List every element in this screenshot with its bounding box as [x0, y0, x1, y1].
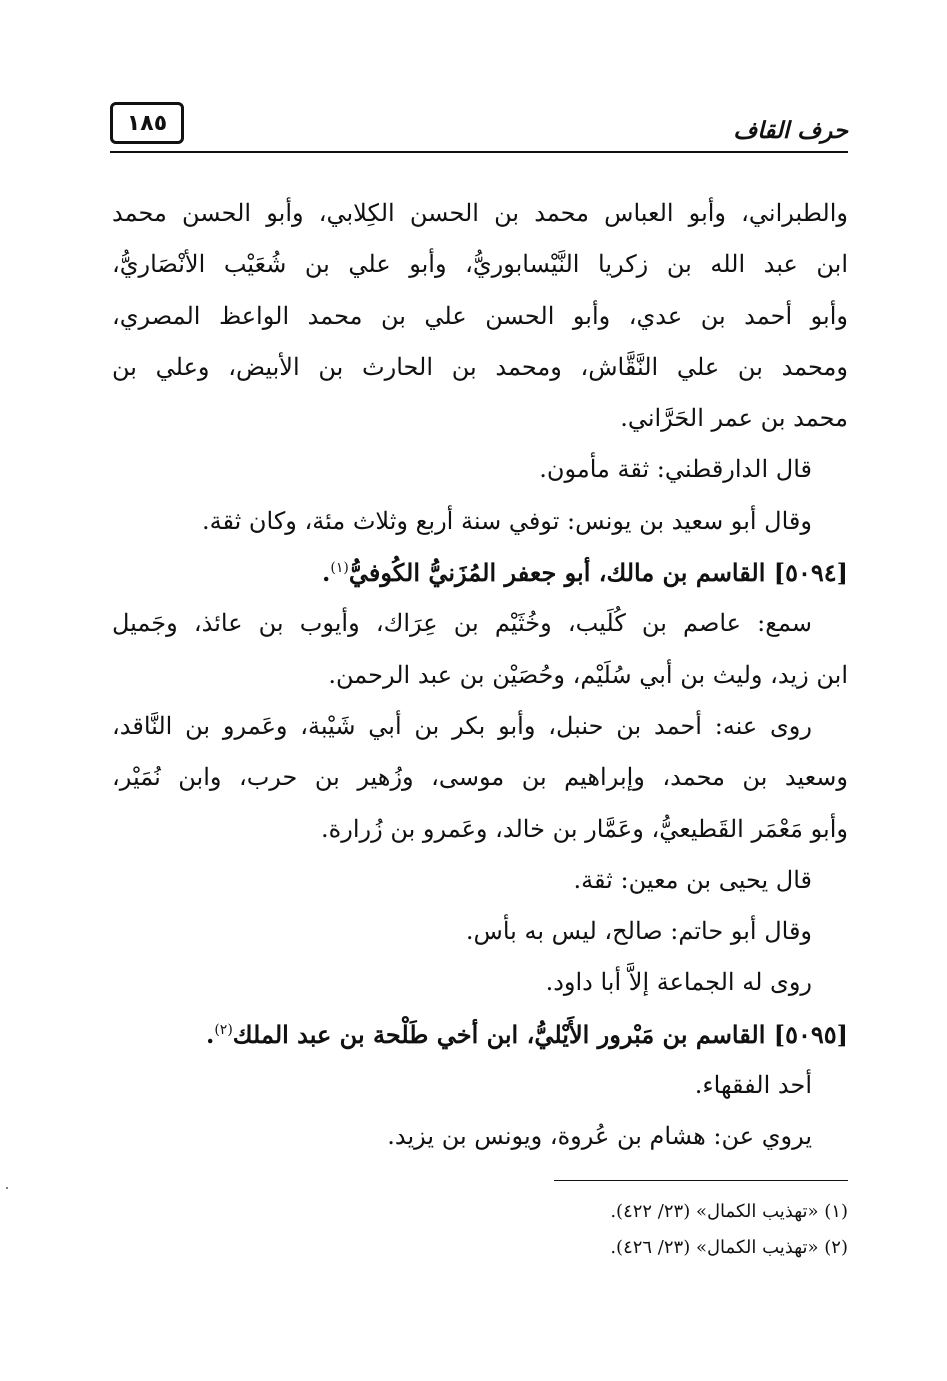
text-line: وقال أبو حاتم: صالح، ليس به بأس.	[465, 917, 812, 946]
text-line: وقال أبو سعيد بن يونس: توفي سنة أربع وثلاث مئة، وكان ثقة.	[201, 506, 812, 535]
footnote-marker: (١)	[330, 560, 349, 577]
text-line: قال يحيى بن معين: ثقة.	[573, 865, 812, 894]
page-header	[110, 96, 848, 154]
entry-heading	[112, 1009, 848, 1060]
footnote-rule	[554, 1180, 848, 1181]
text-line: قال الدارقطني: ثقة مأمون.	[539, 455, 812, 484]
text-line: أحد الفقهاء.	[694, 1071, 812, 1100]
text-line: وسعيد بن محمد، وإبراهيم بن موسى، وزُهير بن حرب، وابن نُمَيْر،	[112, 763, 848, 792]
scan-speck	[6, 1187, 8, 1189]
footnotes	[112, 1194, 848, 1266]
entry-heading-period: .	[205, 1019, 215, 1049]
entry-heading-period: .	[322, 558, 331, 588]
header-rule	[110, 151, 848, 153]
text-line: محمد بن عمر الحَرَّاني.	[620, 404, 848, 433]
page-body	[112, 188, 848, 1163]
text-line: روى عنه: أحمد بن حنبل، وأبو بكر بن أبي شَيْبة، وعَمرو بن النَّاقد،	[112, 711, 812, 740]
entry-heading	[112, 547, 848, 598]
text-line: وأبو مَعْمَر القَطيعيُّ، وعَمَّار بن خالد، وعَمرو بن زُرارة.	[321, 814, 848, 843]
entry-heading-text: [٥٠٩٥] القاسم بن مَبْرور الأَيْليُّ، ابن أخي طَلْحة بن عبد الملك	[232, 1019, 848, 1049]
chapter-title: حرف القاف	[733, 118, 848, 144]
footnote-marker: (٢)	[214, 1021, 233, 1038]
text-line: يروي عن: هشام بن عُروة، ويونس بن يزيد.	[387, 1122, 812, 1151]
text-line: ومحمد بن علي النَّقَّاش، ومحمد بن الحارث بن الأبيض، وعلي بن	[112, 352, 848, 381]
footnote: (١) «تهذيب الكمال» (٢٣/ ٤٢٢).	[610, 1201, 848, 1222]
text-line: ابن عبد الله بن زكريا النَّيْسابوريُّ، وأبو علي بن شُعَيْب الأنْصَاريُّ،	[112, 250, 848, 279]
page-number: ١٨٥	[110, 102, 184, 144]
text-line: روى له الجماعة إلاَّ أبا داود.	[545, 968, 812, 997]
footnote: (٢) «تهذيب الكمال» (٢٣/ ٤٢٦).	[610, 1237, 848, 1258]
entry-heading-text: [٥٠٩٤] القاسم بن مالك، أبو جعفر المُزَنيُّ الكُوفيُّ	[348, 558, 848, 588]
text-line: سمع: عاصم بن كُلَيب، وخُثَيْم بن عِرَاك، وأيوب بن عائذ، وجَميل	[112, 609, 812, 638]
text-line: وأبو أحمد بن عدي، وأبو الحسن علي بن محمد الواعظ المصري،	[112, 301, 848, 330]
text-line: ابن زيد، وليث بن أبي سُلَيْم، وحُصَيْن بن عبد الرحمن.	[328, 660, 848, 689]
text-line: والطبراني، وأبو العباس محمد بن الحسن الكِلابي، وأبو الحسن محمد	[112, 199, 848, 227]
